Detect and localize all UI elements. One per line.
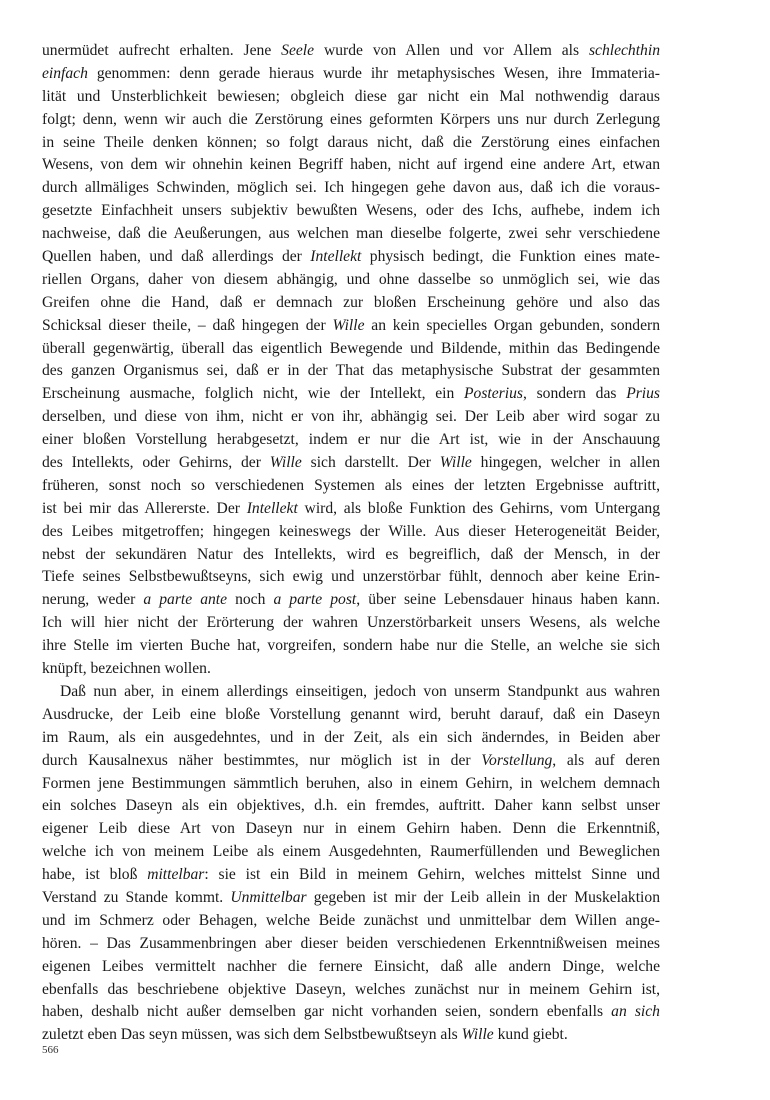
text-line: welche ich von meinem Leibe als einem Ausgedehnten, Raumerfüllenden und Beweglichen (42, 843, 660, 861)
text-line: Quellen haben, und daß allerdings der Intellekt physisch bedingt, die Funktion eines mate- (42, 248, 660, 266)
text-line: Tiefe seines Selbstbewußtseyns, sich ewig und unzerstörbar fühlt, dennoch aber keine Erin- (42, 568, 660, 586)
text-line: früheren, sonst noch so verschiedenen Systemen als eines der letzten Ergebnisse auftritt, (42, 476, 660, 494)
text-line: einfach genommen: denn gerade hieraus wurde ihr metaphysisches Wesen, ihre Immateria- (42, 64, 660, 82)
text-line: Wesens, von dem wir ohnehin keinen Begriff haben, nicht auf irgend eine andere Art, etwan (42, 156, 660, 174)
text-line: derselben, und diese von ihm, nicht er von ihr, abhängig sei. Der Leib aber wird sogar zu (42, 408, 660, 426)
text-line: nebst der sekundären Natur des Intellekts, wird es begreiflich, daß der Mensch, in der (42, 545, 660, 563)
text-line: ihre Stelle im vierten Buche hat, vorgreifen, sondern habe nur die Stelle, an welche sie sich (42, 637, 660, 655)
text-line: und im Schmerz oder Behagen, welche Beide zunächst und unmittelbar dem Willen ange- (42, 911, 660, 929)
text-line: Schicksal dieser theile, – daß hingegen der Wille an kein specielles Organ gebunden, sondern (42, 316, 660, 334)
text-line: folgt; denn, wenn wir auch die Zerstörung eines geformten Körpers uns nur durch Zerlegung (42, 110, 660, 128)
text-line: eigener Leib diese Art von Daseyn nur in einem Gehirn haben. Denn die Erkenntniß, (42, 820, 660, 838)
text-line: zuletzt eben Das seyn müssen, was sich dem Selbstbewußtseyn als Wille kund giebt. (42, 1026, 568, 1044)
text-line: nerung, weder a parte ante noch a parte post, über seine Lebensdauer hinaus haben kann. (42, 591, 660, 609)
text-line: Daß nun aber, in einem allerdings einseitigen, jedoch von unserm Standpunkt aus wahren (60, 682, 660, 700)
text-line: gesetzte Einfachheit unsers subjektiv bewußten Wesens, oder des Ichs, aufhebe, indem ich (42, 202, 660, 220)
text-line: knüpft, bezeichnen wollen. (42, 660, 211, 678)
text-line: eigenen Leibes vermittelt nachher die fernere Einsicht, daß alle andern Dinge, welche (42, 957, 660, 975)
text-line: überall gegenwärtig, überall das eigentlich Bewegende und Bildende, mithin das Bedingende (42, 339, 660, 357)
text-line: des Intellekts, oder Gehirns, der Wille sich darstellt. Der Wille hingegen, welcher in allen (42, 454, 660, 472)
text-line: Ich will hier nicht der Erörterung der wahren Unzerstörbarkeit unsers Wesens, als welche (42, 614, 660, 632)
text-line: ebenfalls das beschriebene objektive Daseyn, welches zunächst nur in meinem Gehirn ist, (42, 980, 660, 998)
text-line: in seine Theile denken können; so folgt daraus nicht, daß die Zerstörung eines einfachen (42, 133, 660, 151)
text-line: hören. – Das Zusammenbringen aber dieser beiden verschiedenen Erkenntnißweisen meines (42, 934, 660, 952)
text-line: Ausdrucke, der Leib eine bloße Vorstellung genannt wird, beruht darauf, daß ein Daseyn (42, 705, 660, 723)
text-line: des ganzen Organismus sei, daß er in der That das metaphysische Substrat der gesammten (42, 362, 660, 380)
text-line: ist bei mir das Allererste. Der Intellekt wird, als bloße Funktion des Gehirns, vom Untergang (42, 499, 660, 517)
text-line: durch Kausalnexus näher bestimmtes, nur möglich ist in der Vorstellung, als auf deren (42, 751, 660, 769)
text-line: Formen jene Bestimmungen sämmtlich beruhen, also in einem Gehirn, in welchem demnach (42, 774, 660, 792)
text-line: lität und Unsterblichkeit bewiesen; obgleich diese gar nicht ein Mal nothwendig daraus (42, 87, 660, 105)
text-line: durch allmäliges Schwinden, möglich sei. Ich hingegen gehe davon aus, daß ich die voraus- (42, 179, 660, 197)
text-line: Erscheinung ausmache, folglich nicht, wie der Intellekt, ein Posterius, sondern das Prius (42, 385, 660, 403)
text-line: habe, ist bloß mittelbar: sie ist ein Bild in meinem Gehirn, welches mittelst Sinne und (42, 866, 660, 884)
text-line: unermüdet aufrecht erhalten. Jene Seele wurde von Allen und vor Allem als schlechthin (42, 42, 660, 59)
text-line: haben, deshalb nicht außer demselben gar nicht vorhanden seien, sondern ebenfalls an sich (42, 1003, 660, 1021)
text-line: des Leibes mitgetroffen; hingegen keineswegs der Wille. Aus dieser Heterogeneität Beider, (42, 522, 660, 540)
text-line: ein solches Daseyn als ein objektives, d.h. ein fremdes, auftritt. Daher kann selbst unser (42, 797, 660, 815)
page-number: 566 (42, 1044, 59, 1056)
text-line: Verstand zu Stande kommt. Unmittelbar gegeben ist mir der Leib allein in der Muskelaktion (42, 888, 660, 906)
text-line: riellen Organs, daher von diesem abhängig, und ohne dasselbe so unmöglich sei, wie das (42, 270, 660, 288)
text-line: im Raum, als ein ausgedehntes, und in der Zeit, als ein sich änderndes, in Beiden aber (42, 728, 660, 746)
text-line: Greifen ohne die Hand, daß er demnach zur bloßen Erscheinung gehöre und also das (42, 293, 660, 311)
body-text (42, 40, 660, 1047)
text-line: einer bloßen Vorstellung herabgesetzt, indem er nur die Art ist, wie in der Anschauung (42, 431, 660, 449)
text-line: nachweise, daß die Aeußerungen, aus welchen man dieselbe folgerte, zwei sehr verschiedene (42, 225, 660, 243)
